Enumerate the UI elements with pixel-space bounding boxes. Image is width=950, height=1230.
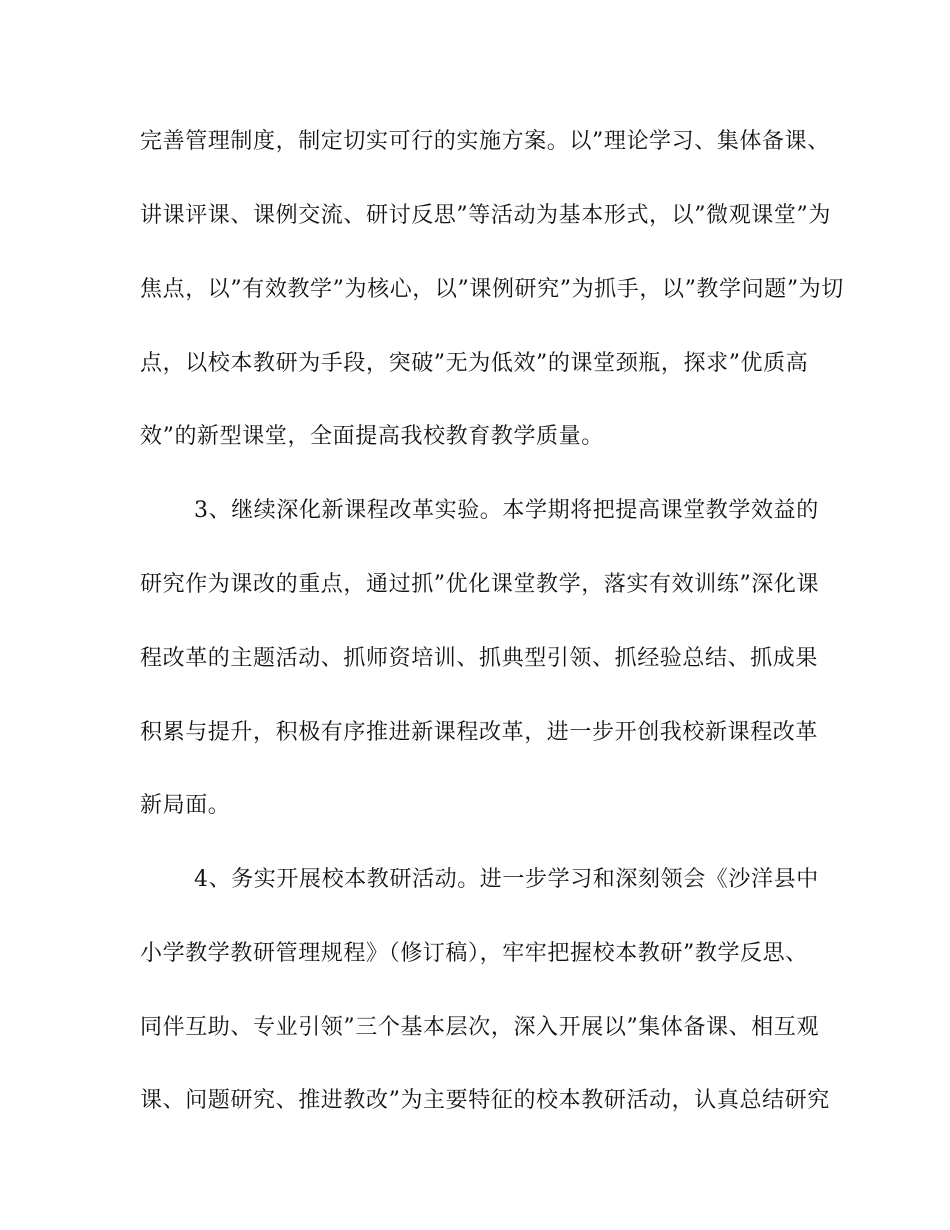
text-line: 效”的新型课堂，全面提高我校教育教学质量。 (140, 424, 604, 449)
text-line: 程改革的主题活动、抓师资培训、抓典型引领、抓经验总结、抓成果 (140, 646, 819, 671)
text-line: 课、问题研究、推进教改”为主要特征的校本教研活动，认真总结研究 (140, 1088, 830, 1113)
text-line: 新局面。 (140, 793, 231, 818)
text-line: 研究作为课改的重点，通过抓”优化课堂教学，落实有效训练”深化课 (140, 572, 820, 597)
text-line: 讲课评课、课例交流、研讨反思”等活动为基本形式，以”微观课堂”为 (140, 203, 831, 228)
text-line: 完善管理制度，制定切实可行的实施方案。以”理论学习、集体备课、 (140, 129, 830, 154)
text-line: 点，以校本教研为手段，突破”无为低效”的课堂颈瓶，探求”优质高 (140, 351, 809, 376)
text-line: 小学教学教研管理规程》（修订稿），牢牢把握校本教研”教学反思、 (140, 941, 808, 966)
paragraph-4-first-line: 4、务实开展校本教研活动。进一步学习和深刻领会《沙洋县中 (194, 867, 819, 892)
text-line: 同伴互助、专业引领”三个基本层次，深入开展以”集体备课、相互观 (140, 1015, 820, 1040)
text-line: 焦点，以”有效教学”为核心，以”课例研究”为抓手，以”教学问题”为切 (140, 277, 844, 302)
paragraph-3-first-line: 3、继续深化新课程改革实验。本学期将把提高课堂教学效益的 (194, 498, 819, 523)
text-line: 积累与提升，积极有序推进新课程改革，进一步开创我校新课程改革 (140, 720, 819, 745)
